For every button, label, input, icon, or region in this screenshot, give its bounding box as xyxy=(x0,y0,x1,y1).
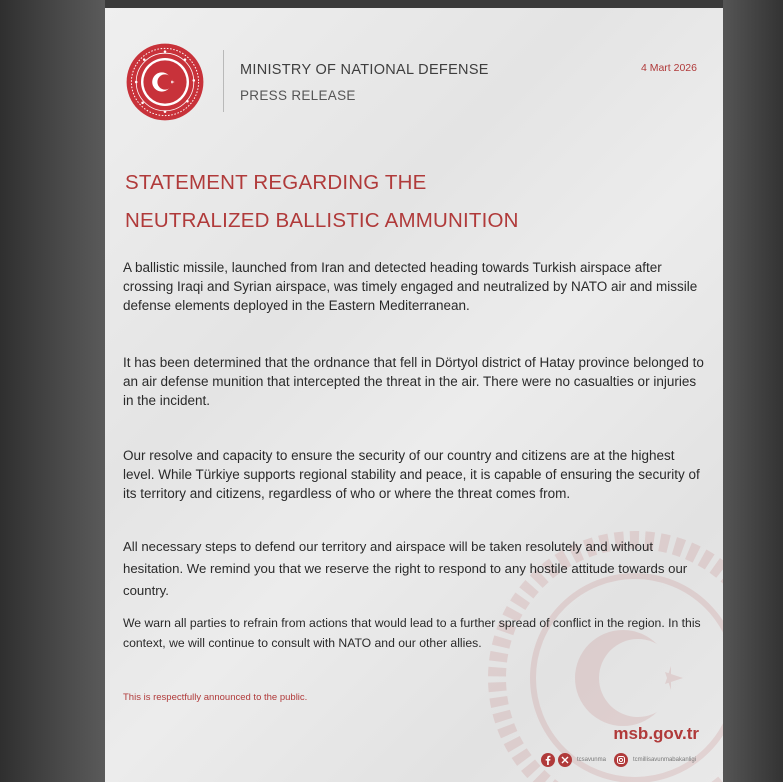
background-left xyxy=(0,0,105,782)
closing-line: This is respectfully announced to the public. xyxy=(123,692,308,703)
paragraph-4: All necessary steps to defend our territory and airspace will be taken resolutely and without hesitation. We remind you that we reserve the right to respond to any hostile attitude towards our country. xyxy=(123,539,688,598)
ministry-name: MINISTRY OF NATIONAL DEFENSE xyxy=(240,62,489,78)
paragraph-5: We warn all parties to refrain from actions that would lead to a further spread of conflict in the region. In this context, we will continue to consult with NATO and our other allies. xyxy=(123,616,701,650)
background-right xyxy=(723,0,783,782)
statement-title xyxy=(125,164,685,240)
instagram-handle: tcmillisavunmabakanligi xyxy=(632,757,696,763)
press-release-label: PRESS RELEASE xyxy=(240,88,356,103)
instagram-icon[interactable] xyxy=(614,753,628,767)
press-release-document xyxy=(105,8,723,782)
x-icon[interactable] xyxy=(558,753,572,767)
paragraph-1: A ballistic missile, launched from Iran and detected heading towards Turkish airspace after crossing Iraqi and Syrian airspace, was timely engaged and neutralized by NATO air and missile defense elements deployed in the Eastern Mediterranean. xyxy=(123,260,698,313)
header-divider xyxy=(223,50,224,112)
release-date: 4 Mart 2026 xyxy=(640,62,697,74)
x-handle: tcsavunma xyxy=(576,757,606,763)
title-line-1: STATEMENT REGARDING THE xyxy=(125,171,427,194)
website-link[interactable]: msb.gov.tr xyxy=(613,724,699,743)
social-links xyxy=(541,753,701,767)
title-line-2: NEUTRALIZED BALLISTIC AMMUNITION xyxy=(125,209,519,232)
paragraph-3: Our resolve and capacity to ensure the security of our country and citizens are at the highest level. While Türkiye supports regional stability and peace, it is capable of ensuring the security of its territory and citizens, regardless of who or where the threat comes from. xyxy=(123,448,700,501)
ministry-emblem-logo xyxy=(125,42,205,122)
paragraph-2: It has been determined that the ordnance that fell in Dörtyol district of Hatay province belonged to an air defense munition that intercepted the threat in the air. There were no casualties or injuries in the incident. xyxy=(123,355,704,408)
facebook-icon[interactable] xyxy=(541,753,555,767)
